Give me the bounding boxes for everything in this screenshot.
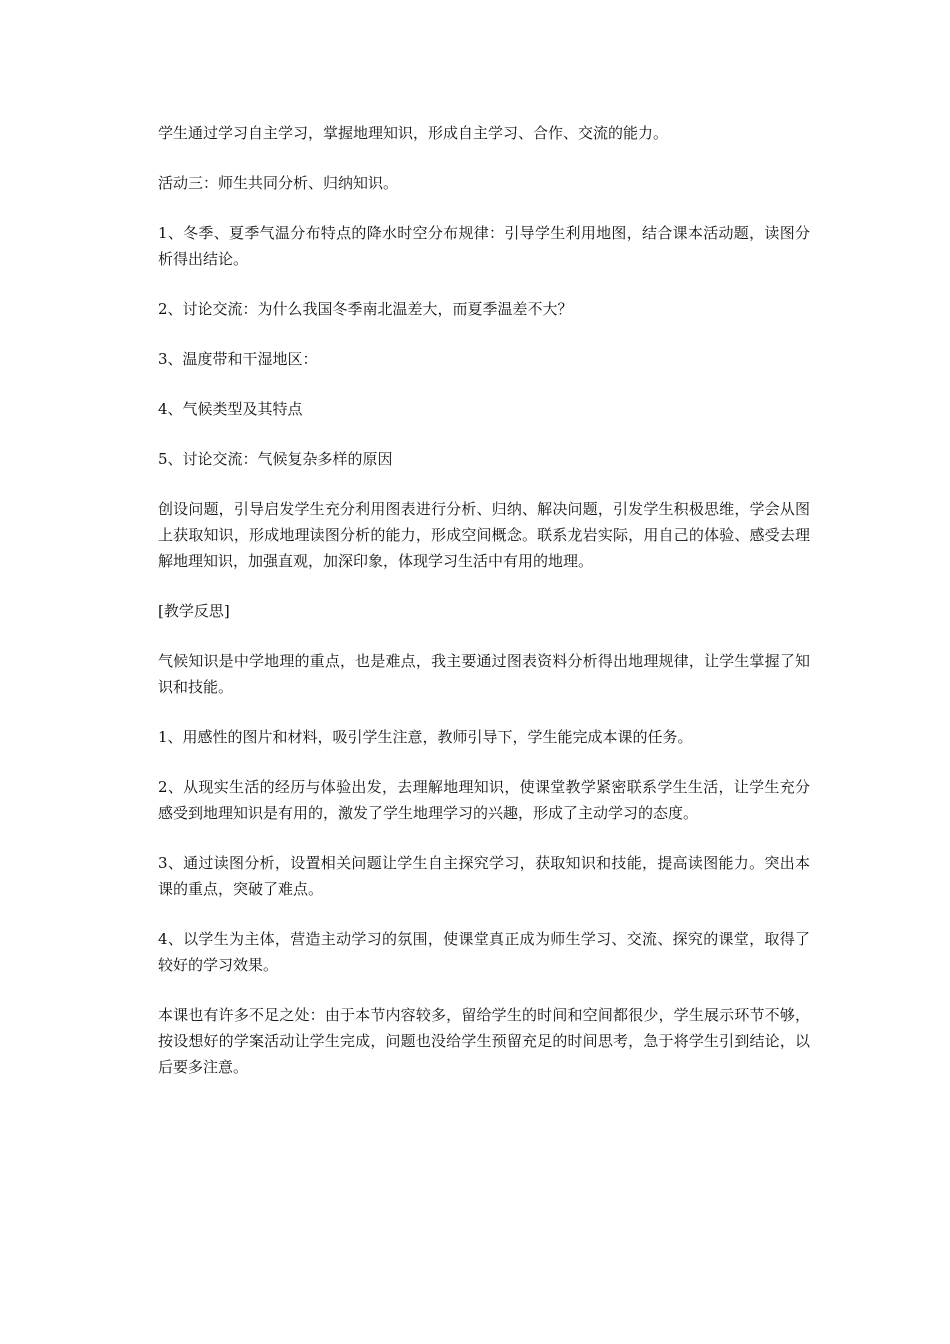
paragraph-reflection-intro: 气候知识是中学地理的重点，也是难点，我主要通过图表资料分析得出地理规律，让学生掌握了知识和技能。 [158, 652, 810, 696]
section-heading-reflection: [教学反思] [158, 602, 230, 620]
paragraph-activity-three: 活动三：师生共同分析、归纳知识。 [158, 174, 399, 192]
document-page [158, 120, 810, 1080]
paragraph-item-4: 4、气候类型及其特点 [158, 400, 303, 418]
paragraph-reflection-2: 2、从现实生活的经历与体验出发，去理解地理知识，使课堂教学紧密联系学生生活，让学生充分感受到地理知识是有用的，激发了学生地理学习的兴趣，形成了主动学习的态度。 [158, 778, 810, 822]
paragraph-design-intent: 创设问题，引导启发学生充分利用图表进行分析、归纳、解决问题，引发学生积极思维，学会从图上获取知识，形成地理读图分析的能力，形成空间概念。联系龙岩实际，用自己的体验、感受去理解地理知识，加强直观，加深印象，体现学习生活中有用的地理。 [158, 500, 810, 570]
paragraph-shortcomings: 本课也有许多不足之处：由于本节内容较多，留给学生的时间和空间都很少，学生展示环节不够，按设想好的学案活动让学生完成，问题也没给学生预留充足的时间思考，急于将学生引到结论，以后要多注意。 [158, 1006, 810, 1076]
paragraph-item-1: 1、冬季、夏季气温分布特点的降水时空分布规律：引导学生利用地图，结合课本活动题，读图分析得出结论。 [158, 224, 810, 268]
paragraph-item-3: 3、温度带和干湿地区： [158, 350, 318, 368]
paragraph-reflection-4: 4、以学生为主体，营造主动学习的氛围，使课堂真正成为师生学习、交流、探究的课堂，取得了较好的学习效果。 [158, 930, 810, 974]
paragraph-item-2: 2、讨论交流：为什么我国冬季南北温差大，而夏季温差不大？ [158, 300, 573, 318]
paragraph-item-5: 5、讨论交流：气候复杂多样的原因 [158, 450, 393, 468]
paragraph-reflection-3: 3、通过读图分析，设置相关问题让学生自主探究学习，获取知识和技能，提高读图能力。突出本课的重点，突破了难点。 [158, 854, 810, 898]
paragraph-reflection-1: 1、用感性的图片和材料，吸引学生注意，教师引导下，学生能完成本课的任务。 [158, 728, 693, 746]
paragraph-intro: 学生通过学习自主学习，掌握地理知识，形成自主学习、合作、交流的能力。 [158, 124, 669, 142]
